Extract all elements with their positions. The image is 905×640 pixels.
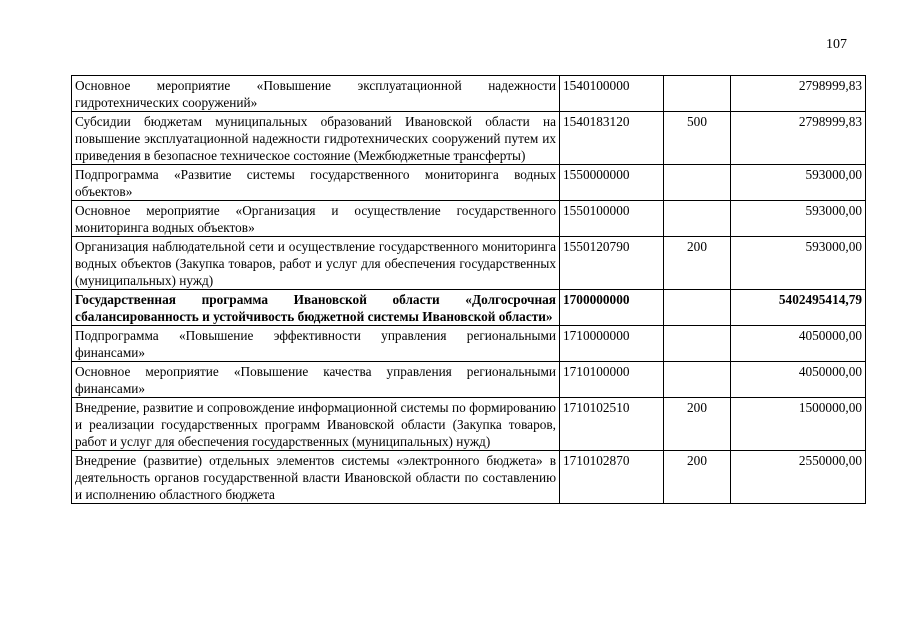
row-amount-cell: 1500000,00: [731, 398, 866, 451]
row-amount-cell: 2798999,83: [731, 76, 866, 112]
row-code-cell: 1540100000: [560, 76, 664, 112]
row-name-cell: Государственная программа Ивановской области «Долгосрочная сбалансированность и устойчивость бюджетной системы Ивановской области»: [72, 290, 560, 326]
table-row: [72, 362, 866, 398]
row-code-cell: 1540183120: [560, 112, 664, 165]
row-amount-cell: 593000,00: [731, 165, 866, 201]
row-name-cell: Подпрограмма «Повышение эффективности управления региональными финансами»: [72, 326, 560, 362]
row-expense-type-cell: [664, 76, 731, 112]
row-name-cell: Внедрение (развитие) отдельных элементов системы «электронного бюджета» в деятельность органов государственной власти Ивановской области по составлению и исполнению областного бюджета: [72, 451, 560, 504]
row-expense-type-cell: [664, 290, 731, 326]
row-expense-type-cell: [664, 362, 731, 398]
row-name-cell: Субсидии бюджетам муниципальных образований Ивановской области на повышение эксплуатационной надежности гидротехнических сооружений путем их приведения в безопасное техническое состояние (Межбюджетные трансферты): [72, 112, 560, 165]
row-expense-type-cell: [664, 201, 731, 237]
table-row: [72, 165, 866, 201]
row-expense-type-cell: 200: [664, 398, 731, 451]
row-code-cell: 1550120790: [560, 237, 664, 290]
row-amount-cell: 2550000,00: [731, 451, 866, 504]
row-code-cell: 1710102510: [560, 398, 664, 451]
table-row: [72, 76, 866, 112]
table-row: [72, 326, 866, 362]
row-code-cell: 1550000000: [560, 165, 664, 201]
row-amount-cell: 593000,00: [731, 237, 866, 290]
row-name-cell: Основное мероприятие «Повышение качества управления региональными финансами»: [72, 362, 560, 398]
row-name-cell: Подпрограмма «Развитие системы государственного мониторинга водных объектов»: [72, 165, 560, 201]
row-code-cell: 1710100000: [560, 362, 664, 398]
row-expense-type-cell: 200: [664, 451, 731, 504]
row-expense-type-cell: [664, 326, 731, 362]
row-name-cell: Основное мероприятие «Повышение эксплуатационной надежности гидротехнических сооружений»: [72, 76, 560, 112]
row-code-cell: 1710102870: [560, 451, 664, 504]
row-amount-cell: 2798999,83: [731, 112, 866, 165]
row-expense-type-cell: [664, 165, 731, 201]
table-row: [72, 398, 866, 451]
row-name-cell: Основное мероприятие «Организация и осуществление государственного мониторинга водных объектов»: [72, 201, 560, 237]
row-amount-cell: 5402495414,79: [731, 290, 866, 326]
table-row: [72, 112, 866, 165]
budget-table: [71, 75, 866, 504]
row-name-cell: Внедрение, развитие и сопровождение информационной системы по формированию и реализации государственных программ Ивановской области (Закупка товаров, работ и услуг для обеспечения государственных (муниципальных) нужд): [72, 398, 560, 451]
row-amount-cell: 593000,00: [731, 201, 866, 237]
row-expense-type-cell: 500: [664, 112, 731, 165]
row-code-cell: 1710000000: [560, 326, 664, 362]
row-amount-cell: 4050000,00: [731, 326, 866, 362]
table-row: [72, 451, 866, 504]
row-expense-type-cell: 200: [664, 237, 731, 290]
table-row: [72, 201, 866, 237]
row-code-cell: 1700000000: [560, 290, 664, 326]
row-code-cell: 1550100000: [560, 201, 664, 237]
table-row: [72, 290, 866, 326]
page-number: 107: [826, 37, 847, 52]
row-amount-cell: 4050000,00: [731, 362, 866, 398]
table-row: [72, 237, 866, 290]
row-name-cell: Организация наблюдательной сети и осуществление государственного мониторинга водных объектов (Закупка товаров, работ и услуг для обеспечения государственных (муниципальных) нужд): [72, 237, 560, 290]
